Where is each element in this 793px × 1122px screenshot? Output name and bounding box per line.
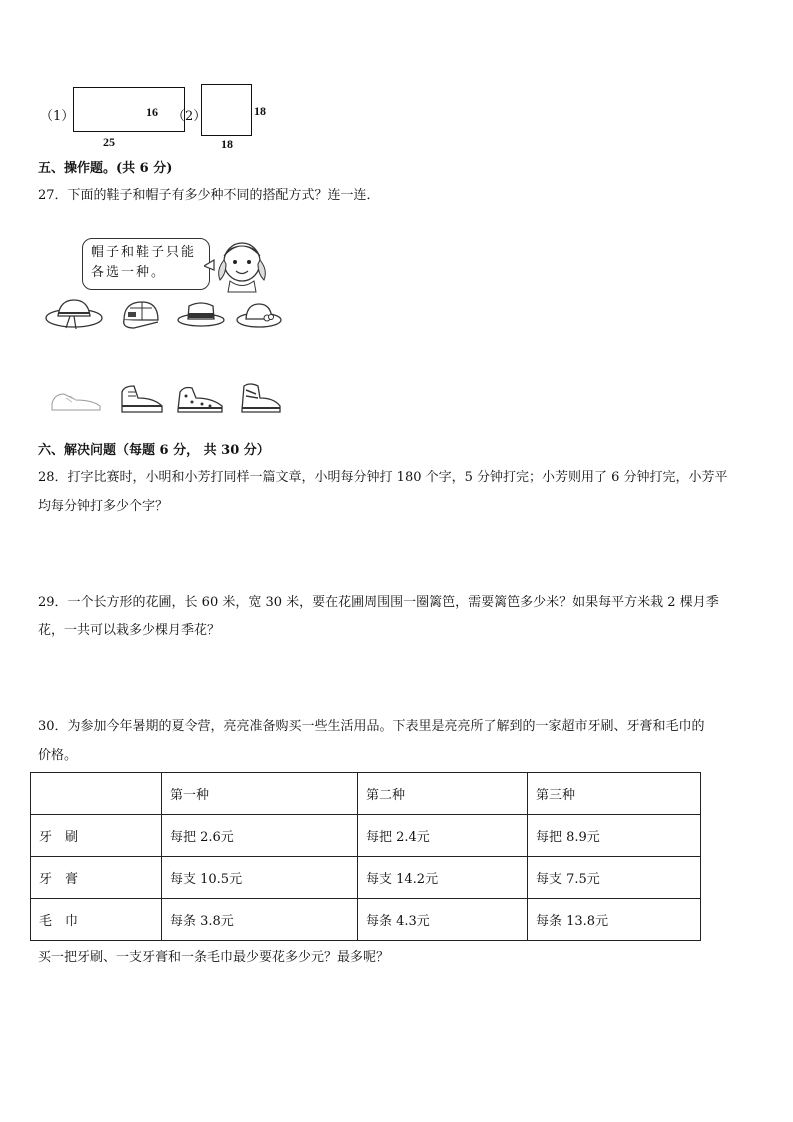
- question-29-line-1: 29．一个长方形的花圃，长 60 米，宽 30 米，要在花圃周围围一圈篱笆，需要篱笆多少米？如果每平方米栽 2 棵月季: [38, 595, 719, 610]
- figure-1-label: （1）: [40, 109, 75, 124]
- table-header-row: [31, 773, 701, 815]
- table-cell: 每条 3.8元: [162, 899, 358, 941]
- bubble-line-1: 帽子和鞋子只能: [91, 245, 197, 260]
- bubble-line-2: 各选一种。: [91, 265, 167, 280]
- table-cell: 毛 巾: [31, 899, 162, 941]
- table-cell: 每支 7.5元: [528, 857, 701, 899]
- price-table: [30, 772, 701, 941]
- question-28-line-2: 均每分钟打多少个字？: [38, 499, 169, 514]
- question-28-line-1: 28．打字比赛时，小明和小芳打同样一篇文章，小明每分钟打 180 个字，5 分钟打完；小芳则用了 6 分钟打完，小芳平: [38, 470, 728, 485]
- question-30-line-2: 价格。: [38, 748, 78, 763]
- dotted-high-top-shoe-icon: [174, 382, 226, 416]
- baseball-cap-icon: [118, 298, 164, 332]
- rectangle-height-label: 16: [146, 105, 158, 119]
- high-top-shoe-icon: [118, 382, 166, 416]
- sport-boot-icon: [236, 380, 284, 416]
- table-cell: 每条 4.3元: [358, 899, 528, 941]
- table-header-cell: [31, 773, 162, 815]
- table-cell: 每把 2.4元: [358, 815, 528, 857]
- question-27-text: 27．下面的鞋子和帽子有多少种不同的搭配方式？连一连．: [38, 188, 380, 203]
- fedora-hat-icon: [176, 298, 226, 330]
- sneaker-icon: [48, 388, 104, 414]
- speech-bubble: [82, 238, 210, 290]
- table-cell: 每支 10.5元: [162, 857, 358, 899]
- figure-2-label: （2）: [172, 109, 207, 124]
- question-30-line-1: 30．为参加今年暑期的夏令营，亮亮准备购买一些生活用品。下表里是亮亮所了解到的一家超市牙刷、牙膏和毛巾的: [38, 719, 705, 734]
- girl-illustration: [204, 234, 274, 294]
- rectangle-shape: [73, 87, 185, 132]
- section-5-title: 五、操作题。(共 6 分): [38, 161, 173, 176]
- table-cell: 牙 刷: [31, 815, 162, 857]
- flower-sun-hat-icon: [234, 298, 284, 330]
- section-6-title: 六、解决问题（每题 6 分， 共 30 分）: [38, 443, 270, 458]
- table-cell: 牙 膏: [31, 857, 162, 899]
- question-30-question: 买一把牙刷、一支牙膏和一条毛巾最少要花多少元？最多呢？: [38, 950, 390, 965]
- table-cell: 每支 14.2元: [358, 857, 528, 899]
- table-cell: 每把 8.9元: [528, 815, 701, 857]
- table-header-cell: 第一种: [162, 773, 358, 815]
- square-bottom-label: 18: [221, 137, 233, 151]
- table-header-cell: 第三种: [528, 773, 701, 815]
- square-side-label: 18: [254, 104, 266, 118]
- table-row: [31, 815, 701, 857]
- square-shape: [201, 84, 252, 136]
- table-cell: 每条 13.8元: [528, 899, 701, 941]
- question-29-line-2: 花，一共可以栽多少棵月季花？: [38, 623, 221, 638]
- table-header-cell: 第二种: [358, 773, 528, 815]
- table-row: [31, 857, 701, 899]
- sun-hat-with-bow-icon: [44, 296, 104, 332]
- table-row: [31, 899, 701, 941]
- rectangle-width-label: 25: [103, 135, 115, 149]
- table-cell: 每把 2.6元: [162, 815, 358, 857]
